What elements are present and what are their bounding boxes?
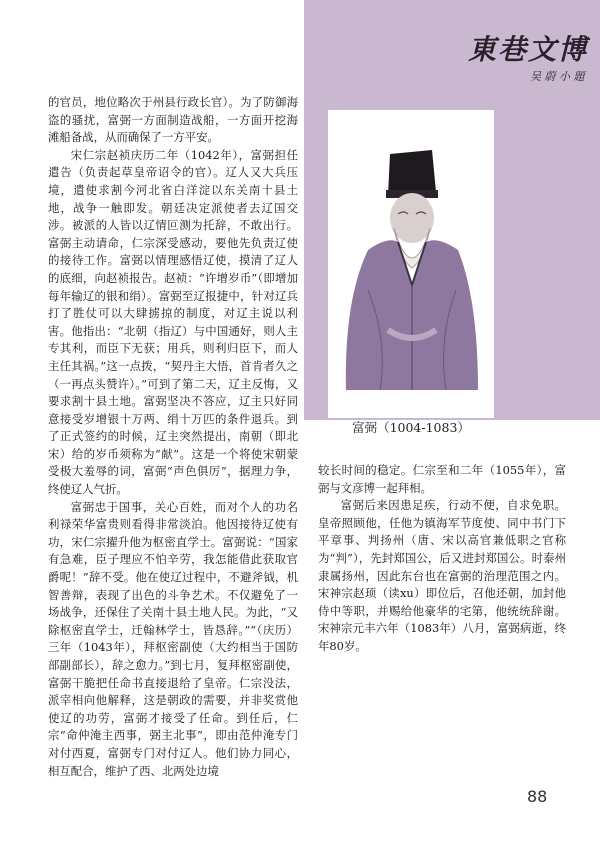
paragraph: 较长时间的稳定。仁宗至和二年（1055年），富弼与文彦博一起拜相。 — [318, 463, 566, 495]
magazine-logo — [460, 28, 590, 98]
logo-title: 東巷文博 — [468, 33, 589, 66]
paragraph: 富弼忠于国事，关心百姓，而对个人的功名利禄荣华富贵则看得非常淡泊。他因接待辽使有功，宋仁宗擢升他为枢密直学士。富弼说：“国家有急难，臣子理应不怕辛劳，我怎能借此获取官爵呢！”辞不受。他在使辽过程中，不避斧钺，机智善辩，表现了出色的斗争艺术。不仅避免了一场战争，还保住了关南十县土地人民。为此，“又除枢密直学士，迁翰林学士，皆恳辞。”“（庆历）三年（1043年），拜枢密副使（大约相当于国防部副部长），辞之愈力。”到七月，复拜枢密副使，富弼干脆把任命书直接退给了皇帝。仁宗没法，派宰相向他解释，这是朝政的需要，并非奖赏他使辽的功劳，富弼才接受了任命。到任后，仁宗“命仲淹主西事，弼主北事”，即由范仲淹专门对付西夏，富弼专门对付辽人。他们协力同心，相互配合，维护了西、北两处边境 — [48, 499, 298, 778]
paragraph: 富弼后来因患足疾，行动不便，自求免职。皇帝照顾他，任他为镇海军节度使、同中书门下平章事、判扬州（唐、宋以高官兼低职之官称为“判”），先封郑国公，后又进封郑国公。时泰州隶属扬州，因此东台也在富弼的治理范围之内。宋神宗赵顼（读xu）即位后，召他还朝，加封他侍中等职，并赐给他豪华的宅第，他统统辞谢。宋神宗元丰六年（1083年）八月，富弼病逝，终年80岁。 — [318, 498, 566, 653]
portrait-image — [328, 110, 494, 418]
paragraph: 的官员，地位略次于州县行政长官）。为了防御海盗的骚扰，富弼一方面制造战船，一方面开挖海滩船备战，从而确保了一方平安。 — [48, 95, 298, 145]
portrait-figure — [328, 110, 494, 418]
logo-signature: 吴 蔚 小 題 — [530, 70, 585, 83]
left-column-text — [48, 94, 298, 780]
page-number: 88 — [527, 787, 548, 806]
right-column-text — [318, 462, 566, 656]
paragraph: 宋仁宗赵祯庆历二年（1042年），富弼担任遣告（负责起草皇帝诏令的官）。辽人又大兵压境，遣使求割今河北省白洋淀以东关南十县土地，战争一触即发。朝廷决定派使者去辽国交涉。被派的人皆以辽情叵测为托辞，不敢出行。富弼主动请命，仁宗深受感动，要他先负责辽使的接待工作。富弼以情理感悟辽使，摸清了辽人的底细，向赵祯报告。赵祯：“许增岁币”（即增加每年输辽的银和绢）。富弼至辽报捷中，针对辽兵打了胜仗可以大肆掳掠的制度，对辽主说以利害。他指出：“北朝（指辽）与中国通好，则人主专其利，而臣下无获；用兵，则利归臣下，而人主任其祸。”这一点拨，“契丹主大悟，首肯者久之（一再点头赞许）。”可到了第二天，辽主反悔，又要求割十县土地。富弼坚决不答应，辽主只好同意接受岁增银十万两、绢十万匹的条件退兵。到了正式签约的时候，辽主突然提出，南朝（即北宋）给的岁币须称为“献”。这是一个将使宋朝蒙受极大羞辱的词，富弼“声色俱厉”，据理力争，终使辽人气折。 — [48, 147, 298, 497]
portrait-caption: 富弼（1004-1083） — [352, 420, 470, 435]
